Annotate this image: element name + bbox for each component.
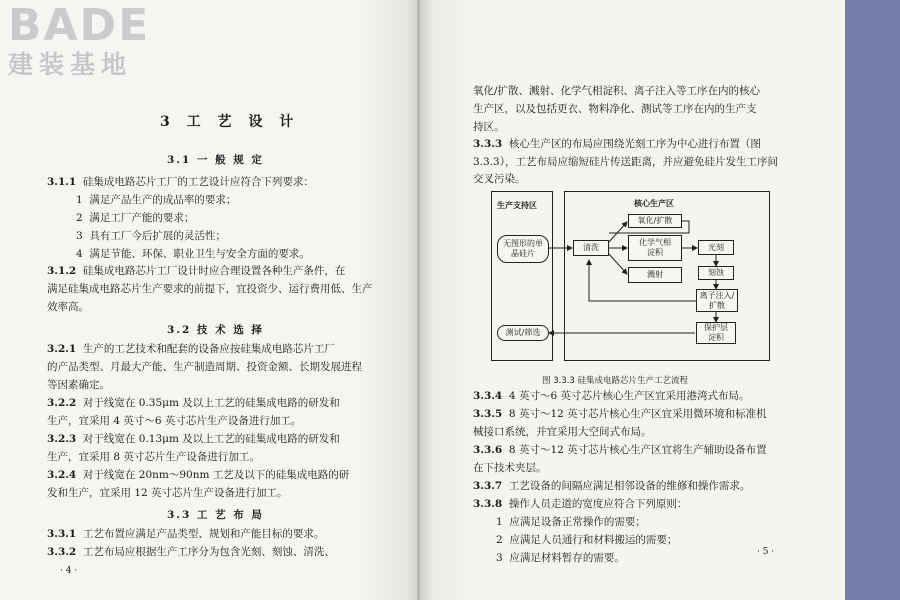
clause-3-2-3-line2: 生产，宜采用 8 英寸芯片生产设备进行加工。 [47, 451, 260, 463]
blank-wafer-node: 无图形的单 晶硅片 [497, 235, 549, 263]
chapter-title: 3 工 艺 设 计 [160, 114, 300, 130]
clause-3-2-4: 3.2.4 对于线宽在 20nm～90nm 工艺及以下的硅集成电路的研 [47, 469, 350, 481]
clause-3-1-2-line3: 效率高。 [47, 301, 89, 313]
page-number-right: · 5 · [757, 547, 775, 557]
list-item: 4 满足节能、环保、职业卫生与安全方面的要求。 [76, 248, 310, 260]
clause-3-3-2: 3.3.2 工艺布局应根据生产工序分为包含光刻、刻蚀、清洗、 [47, 546, 335, 558]
continuation-line1: 氧化/扩散、溅射、化学气相淀积、离子注入等工序在内的核心 [473, 85, 761, 97]
clause-3-3-5-line2: 械接口系统，并宜采用大空间式布局。 [473, 426, 652, 438]
implant-node: 离子注入/ 扩散 [696, 289, 738, 312]
section-3-1-title: 3.1 一 般 规 定 [167, 154, 264, 166]
page-number-left: · 4 · [60, 566, 78, 576]
clause-3-3-4: 3.3.4 4 英寸～6 英寸芯片核心生产区宜采用港湾式布局。 [473, 390, 750, 402]
list-item: 2 满足工厂产能的要求； [76, 212, 195, 224]
list-item: 3 具有工厂今后扩展的灵活性； [76, 230, 226, 242]
clause-3-2-2-line2: 生产，宜采用 4 英寸～6 英寸芯片生产设备进行加工。 [47, 415, 302, 427]
continuation-line2: 生产区，以及包括更衣、物料净化、测试等工序在内的生产支 [473, 103, 757, 115]
process-flow-diagram [489, 188, 773, 368]
list-item: 3 应满足材料暂存的需要。 [496, 552, 625, 564]
test-node: 测试/筛选 [497, 325, 549, 341]
clause-3-3-6-line2: 在下技术夹层。 [473, 462, 547, 474]
sputter-node: 溅射 [628, 267, 682, 283]
list-item: 1 应满足设备正常操作的需要； [496, 516, 646, 528]
clause-3-1-2-line2: 满足硅集成电路芯片生产要求的前提下，宜投资少、运行费用低、生产 [47, 283, 373, 295]
clause-3-3-1: 3.3.1 工艺布置应满足产品类型、规划和产能目标的要求。 [47, 528, 325, 540]
clause-3-3-6: 3.3.6 8 英寸～12 英寸芯片核心生产区宜将生产辅助设备布置 [473, 444, 767, 456]
left-page [0, 0, 420, 600]
figure-caption: 图 3.3.3 硅集成电路芯片生产工艺流程 [542, 376, 689, 386]
support-zone-title: 生产支持区 [497, 201, 537, 210]
watermark-brand: BADE [8, 0, 151, 51]
section-3-2-title: 3.2 技 术 选 择 [167, 324, 264, 336]
clause-3-1-1 [47, 175, 314, 190]
clause-3-3-3-line2: 3.3.3），工艺布局应缩短硅片传送距离，并应避免硅片发生工序间 [473, 156, 778, 168]
clause-number: 3.1.1 [47, 176, 77, 188]
clause-3-1-2: 3.1.2 硅集成电路芯片工厂设计时应合理设置各种生产条件，在 [47, 265, 346, 277]
clause-3-3-5: 3.3.5 8 英寸～12 英寸芯片核心生产区宜采用微环境和标准机 [473, 408, 767, 420]
watermark-logo [8, 2, 150, 80]
clause-3-3-3: 3.3.3 核心生产区的布局应围绕光刻工序为中心进行布置（图 [473, 138, 761, 150]
continuation-line3: 持区。 [473, 121, 505, 133]
clean-node: 清洗 [573, 240, 609, 256]
clause-3-2-1-line3: 等因素确定。 [47, 379, 110, 391]
clause-3-2-4-line2: 发和生产，宜采用 12 英寸芯片生产设备进行加工。 [47, 487, 288, 499]
clause-3-2-2: 3.2.2 对于线宽在 0.35μm 及以上工艺的硅集成电路的研发和 [47, 397, 340, 409]
clause-text: 硅集成电路芯片工厂的工艺设计应符合下列要求： [82, 176, 314, 188]
clause-3-3-7: 3.3.7 工艺设备的间隔应满足相邻设备的维修和操作需求。 [473, 480, 751, 492]
oxidation-node: 氧化/扩散 [628, 214, 682, 228]
clause-3-3-3-line3: 交叉污染。 [473, 173, 526, 185]
background-edge [845, 0, 900, 600]
core-zone-title: 核心生产区 [634, 199, 674, 208]
clause-3-2-1: 3.2.1 生产的工艺技术和配套的设备应按硅集成电路芯片工厂 [47, 343, 335, 355]
list-item: 1 满足产品生产的成品率的要求； [76, 194, 237, 206]
clause-3-3-8: 3.3.8 操作人员走道的宽度应符合下列原则： [473, 498, 688, 510]
litho-node: 光刻 [698, 240, 734, 255]
section-3-3-title: 3.3 工 艺 布 局 [167, 509, 264, 521]
clause-3-2-1-line2: 的产品类型、月最大产能、生产制造周期、投资金额、长期发展进程 [47, 361, 362, 373]
clause-3-2-3: 3.2.3 对于线宽在 0.13μm 及以上工艺的硅集成电路的研发和 [47, 433, 340, 445]
cvd-node: 化学气相 淀积 [628, 235, 682, 261]
etch-node: 刻蚀 [698, 266, 734, 280]
passivation-node: 保护层 淀积 [696, 322, 736, 344]
list-item: 2 应满足人员通行和材料搬运的需要； [496, 534, 678, 546]
watermark-subtitle: 建装基地 [8, 50, 133, 79]
